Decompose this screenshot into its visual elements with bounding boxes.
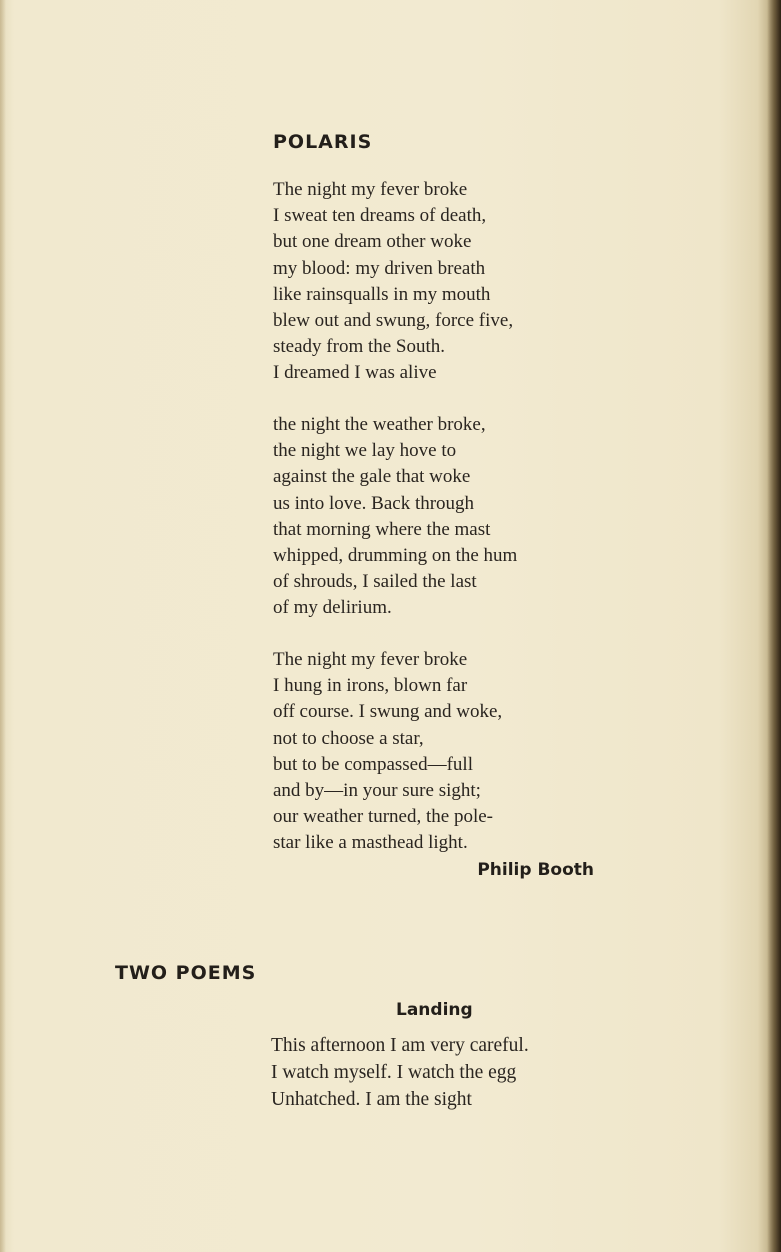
poem-line: of shrouds, I sailed the last (273, 571, 477, 593)
poem-line: This afternoon I am very careful. (271, 1035, 529, 1056)
poem-line: steady from the South. (273, 336, 446, 358)
author-name: Philip Booth (477, 860, 594, 880)
poem-line: I dreamed I was alive (273, 362, 437, 384)
poem-line: The night my fever broke (273, 179, 468, 200)
poem-line: whipped, drumming on the hum (273, 545, 518, 567)
poem-line: like rainsqualls in my mouth (273, 283, 491, 305)
poem-line: my blood: my driven breath (273, 257, 486, 279)
poem-line: of my delirium. (273, 597, 392, 619)
poem-line: not to choose a star, (273, 727, 424, 749)
poem-line: star like a masthead light. (273, 832, 468, 854)
poem-stanza (271, 1032, 529, 1113)
page-left-edge (0, 0, 6, 1252)
poem-line: but to be compassed—full (273, 753, 473, 775)
poem-subtitle: Landing (396, 1000, 473, 1020)
poem-line: the night we lay hove to (273, 440, 457, 462)
poem-line: blew out and swung, force five, (273, 310, 514, 332)
poem-stanza-3 (273, 647, 502, 857)
poem-line: our weather turned, the pole- (273, 806, 493, 828)
poem-line: The night my fever broke (273, 649, 468, 670)
section-title: TWO POEMS (115, 962, 257, 984)
poem-line: against the gale that woke (273, 466, 471, 488)
poem-line: but one dream other woke (273, 231, 472, 253)
poem-line: the night the weather broke, (273, 414, 486, 435)
poem-line: Unhatched. I am the sight (271, 1089, 472, 1110)
poem-line: I hung in irons, blown far (273, 675, 468, 697)
page-binding-shadow (767, 0, 781, 1252)
poem-line: I watch myself. I watch the egg (271, 1062, 517, 1083)
poem-line: that morning where the mast (273, 518, 491, 540)
poem-line: I sweat ten dreams of death, (273, 205, 487, 227)
poem-stanza-2 (273, 412, 517, 622)
poem-title: POLARIS (273, 131, 373, 153)
poem-stanza-1 (273, 177, 513, 387)
poem-line: us into love. Back through (273, 492, 475, 514)
poem-line: off course. I swung and woke, (273, 701, 503, 723)
poem-line: and by—in your sure sight; (273, 780, 481, 802)
